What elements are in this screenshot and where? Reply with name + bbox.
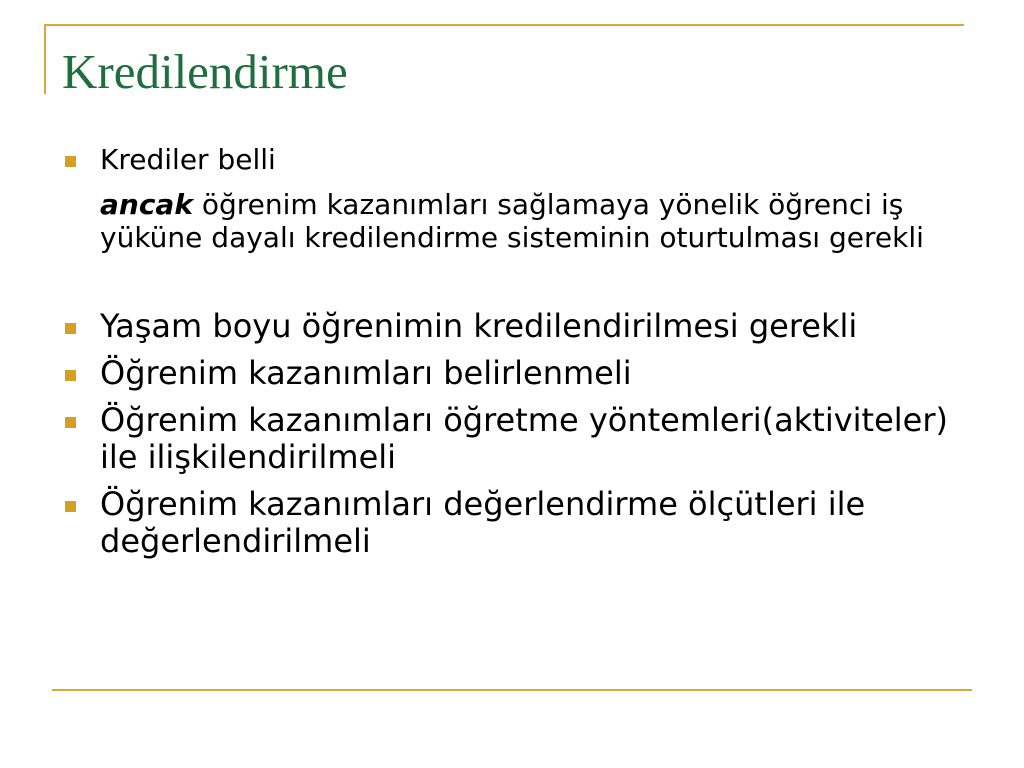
- sub-paragraph-text: öğrenim kazanımları sağlamaya yönelik öğrenci iş yüküne dayalı kredilendirme sisteminin oturtulması gerekli: [100, 188, 924, 254]
- square-bullet-icon: [65, 501, 76, 512]
- bullet-item: [62, 308, 962, 345]
- bullet-sub-paragraph: [100, 188, 962, 254]
- emphasis-text: ancak: [100, 188, 193, 221]
- bullet-label: Öğrenim kazanımları belirlenmeli: [100, 354, 632, 392]
- bullet-label: Öğrenim kazanımları değerlendirme ölçütleri ile değerlendirilmeli: [100, 485, 866, 560]
- slide-title: Kredilendirme: [62, 44, 348, 99]
- bullet-item: [62, 355, 962, 392]
- square-bullet-icon: [65, 417, 76, 428]
- bullet-item: [62, 486, 962, 560]
- bullet-label: Yaşam boyu öğrenimin kredilendirilmesi gerekli: [100, 307, 858, 345]
- bullet-list: [62, 142, 962, 560]
- square-bullet-icon: [65, 323, 76, 334]
- bullet-label: Krediler belli: [100, 143, 276, 176]
- left-accent-line: [44, 24, 46, 94]
- bottom-divider-line: [52, 689, 972, 691]
- bullet-item: [62, 402, 962, 476]
- bullet-item: [62, 142, 962, 254]
- square-bullet-icon: [65, 370, 76, 381]
- square-bullet-icon: [65, 156, 76, 167]
- top-divider-line: [44, 24, 964, 26]
- bullet-label: Öğrenim kazanımları öğretme yöntemleri(aktiviteler) ile ilişkilendirilmeli: [100, 401, 948, 476]
